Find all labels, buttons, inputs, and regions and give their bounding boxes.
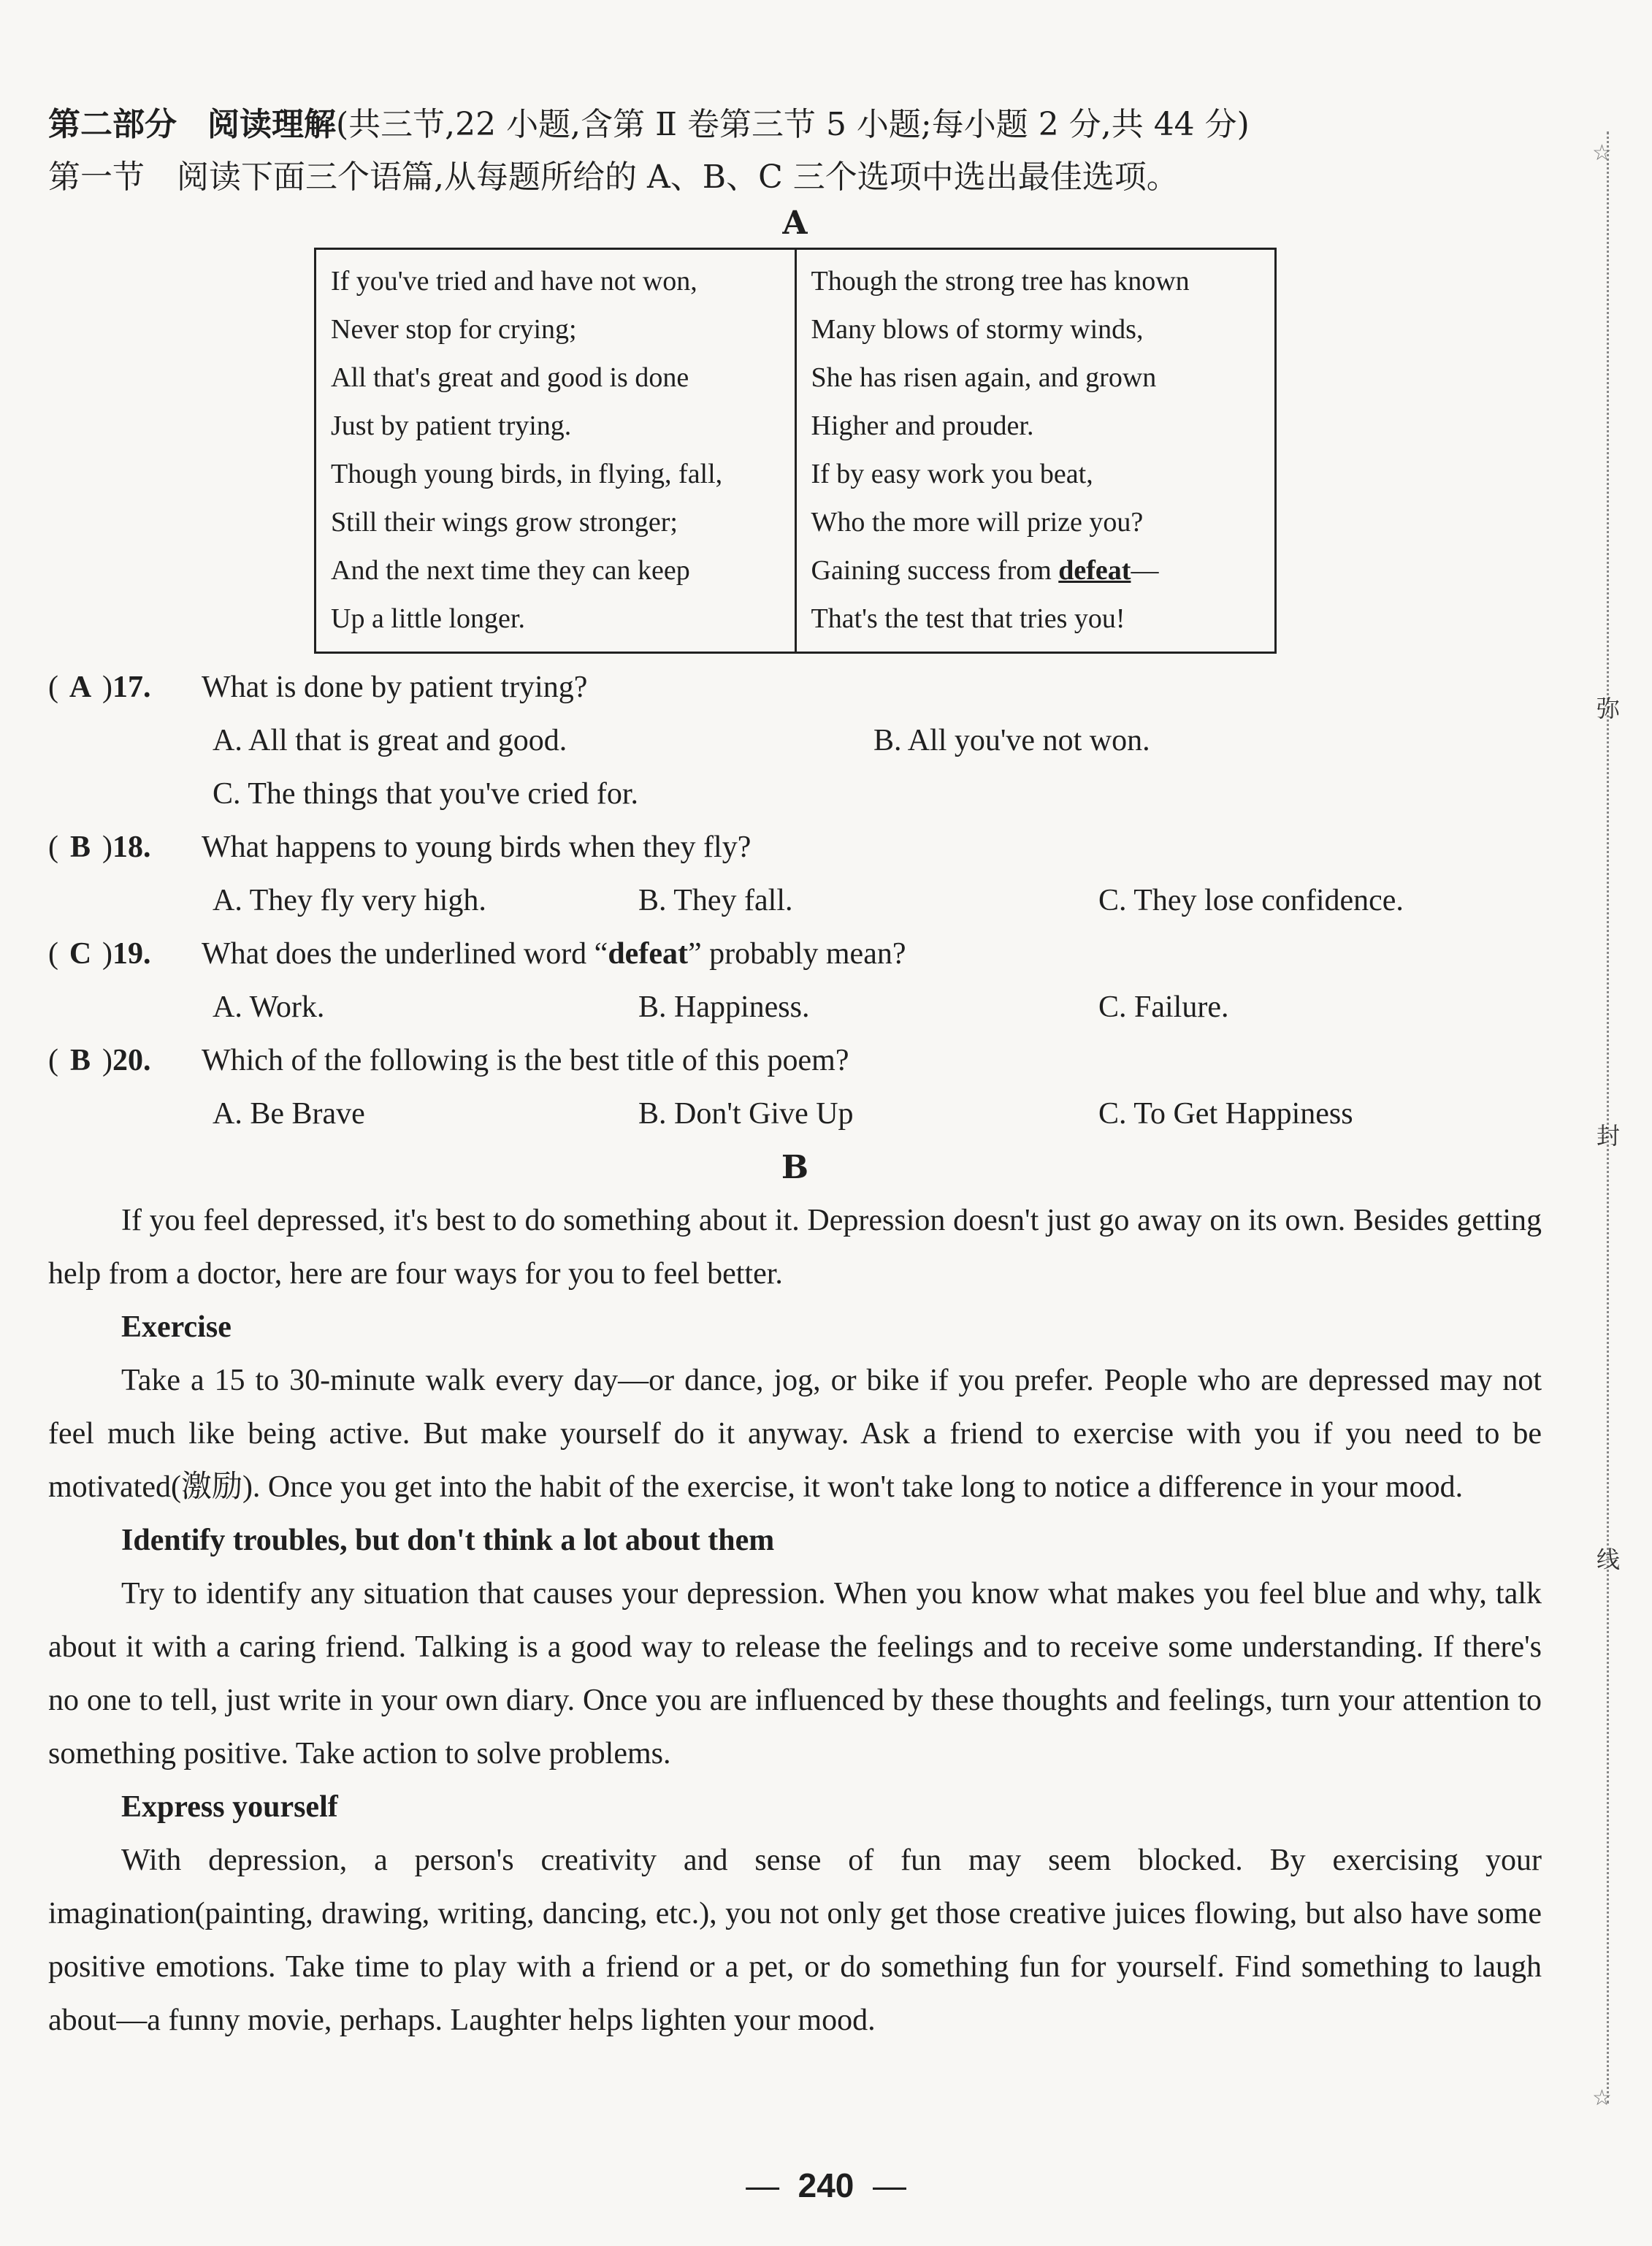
- poem-line: If by easy work you beat,: [811, 459, 1093, 489]
- poem-line: All that's great and good is done: [331, 362, 689, 393]
- option-b[interactable]: B. Don't Give Up: [638, 1097, 854, 1131]
- binding-char: 封: [1596, 1122, 1621, 1150]
- paragraph: With depression, a person's creativity and sense of fun may seem blocked. By exercising your imagination(painting, drawing, writing, dancing, etc.), you not only get those creative juices flowing, but also have some positive emotions. Take time to play with a friend or a pet, or do something fun for yourself. Find something to laugh about—a funny movie, perhaps. Laughter helps lighten your mood.: [48, 1844, 1542, 2037]
- answer-slot: ( A )17.: [48, 661, 202, 714]
- subheading: Exercise: [121, 1310, 232, 1344]
- poem-line: She has risen again, and grown: [811, 362, 1157, 393]
- poem-line-prefix: Gaining success from: [811, 555, 1059, 586]
- option-c[interactable]: C. The things that you've cried for.: [213, 777, 639, 811]
- option-a[interactable]: A. Work.: [213, 990, 325, 1024]
- option-c[interactable]: C. Failure.: [1098, 990, 1229, 1024]
- option-a[interactable]: A. All that is great and good.: [213, 724, 567, 757]
- question-17: [48, 661, 1542, 714]
- star-icon: ☆: [1592, 140, 1612, 166]
- question-text-suffix: ” probably mean?: [687, 937, 906, 971]
- poem-line: Still their wings grow stronger;: [331, 507, 678, 538]
- answer-letter: B: [69, 830, 91, 864]
- poem-line-suffix: —: [1131, 555, 1159, 586]
- answer-letter: A: [69, 671, 92, 704]
- poem-table: [314, 248, 1277, 654]
- footer-dash: —: [872, 2166, 906, 2204]
- passage-a-letter: A: [782, 205, 808, 242]
- part-note: (共三节,22 小题,含第 Ⅱ 卷第三节 5 小题;每小题 2 分,共 44 分): [335, 106, 1250, 143]
- poem-right-column: [795, 249, 1276, 653]
- page-number: 240: [798, 2166, 854, 2204]
- options-row: [48, 981, 1542, 1034]
- passage-b: [48, 1194, 1542, 2047]
- answer-slot: ( B )18.: [48, 821, 202, 874]
- part-title: 阅读理解: [207, 106, 336, 143]
- page: [48, 102, 1542, 2047]
- options-row: [48, 1088, 1542, 1141]
- poem-line: Though young birds, in flying, fall,: [331, 459, 723, 489]
- question-text: What is done by patient trying?: [202, 671, 588, 704]
- poem-left-column: [316, 249, 796, 653]
- options-row: [48, 768, 1542, 821]
- part-label: 第二部分: [48, 106, 177, 143]
- binding-char: 弥: [1596, 695, 1621, 722]
- answer-slot: ( C )19.: [48, 928, 202, 981]
- poem-line: Many blows of stormy winds,: [811, 314, 1144, 345]
- subheading: Identify troubles, but don't think a lot about them: [121, 1524, 775, 1557]
- question-20: [48, 1034, 1542, 1088]
- subheading: Express yourself: [121, 1790, 338, 1824]
- section-instruction: 第一节 阅读下面三个语篇,从每题所给的 A、B、C 三个选项中选出最佳选项。: [48, 158, 1179, 196]
- question-18: [48, 821, 1542, 874]
- question-number: 20.: [112, 1044, 151, 1077]
- question-number: 19.: [112, 937, 151, 971]
- option-b[interactable]: B. All you've not won.: [873, 724, 1150, 757]
- paragraph: If you feel depressed, it's best to do something about it. Depression doesn't just go away on its own. Besides getting help from a doctor, here are four ways for you to feel better.: [48, 1204, 1542, 1291]
- option-a[interactable]: A. Be Brave: [213, 1097, 365, 1131]
- poem-line: Higher and prouder.: [811, 410, 1034, 441]
- binding-char: 线: [1596, 1546, 1621, 1573]
- poem-line: That's the test that tries you!: [811, 603, 1125, 634]
- question-number: 17.: [112, 671, 151, 704]
- options-row: [48, 714, 1542, 768]
- footer-dash: —: [746, 2166, 780, 2204]
- answer-letter: B: [69, 1044, 91, 1077]
- question-number: 18.: [112, 830, 151, 864]
- option-a[interactable]: A. They fly very high.: [213, 884, 486, 917]
- option-c[interactable]: C. They lose confidence.: [1098, 884, 1404, 917]
- question-text: What happens to young birds when they fly?: [202, 830, 752, 864]
- poem-line: Up a little longer.: [331, 603, 525, 634]
- paragraph: Take a 15 to 30-minute walk every day—or dance, jog, or bike if you prefer. People who are depressed may not feel much like being active. But make yourself do it anyway. Ask a friend to exercise with you if you need to be motivated(激励). Once you get into the habit of the exercise, it won't take long to notice a difference in your mood.: [48, 1364, 1542, 1504]
- poem-line: Never stop for crying;: [331, 314, 577, 345]
- question-word: defeat: [608, 937, 688, 971]
- answer-letter: C: [69, 937, 92, 971]
- part-header: [48, 102, 1542, 148]
- options-row: [48, 874, 1542, 928]
- star-icon: ☆: [1592, 2085, 1612, 2111]
- question-block: [48, 661, 1542, 1141]
- option-c[interactable]: C. To Get Happiness: [1098, 1097, 1353, 1131]
- paragraph: Try to identify any situation that causes your depression. When you know what makes you feel blue and why, talk about it with a caring friend. Talking is a good way to release the feelings and to receive some understanding. If there's no one to tell, just write in your own diary. Once you are influenced by these thoughts and feelings, turn your attention to something positive. Take action to solve problems.: [48, 1577, 1542, 1771]
- page-footer: [0, 2166, 1652, 2205]
- underlined-word-defeat: defeat: [1058, 555, 1131, 586]
- poem-line-defeat: [811, 546, 1261, 595]
- poem-line: Who the more will prize you?: [811, 507, 1144, 538]
- question-19: [48, 928, 1542, 981]
- question-text-prefix: What does the underlined word “: [202, 937, 608, 971]
- poem-line: And the next time they can keep: [331, 555, 690, 586]
- passage-b-letter: B: [781, 1149, 809, 1186]
- option-b[interactable]: B. Happiness.: [638, 990, 810, 1024]
- question-text: Which of the following is the best title of this poem?: [202, 1044, 849, 1077]
- answer-slot: ( B )20.: [48, 1034, 202, 1088]
- option-b[interactable]: B. They fall.: [638, 884, 793, 917]
- poem-line: Though the strong tree has known: [811, 266, 1190, 297]
- poem-line: If you've tried and have not won,: [331, 266, 697, 297]
- poem-line: Just by patient trying.: [331, 410, 572, 441]
